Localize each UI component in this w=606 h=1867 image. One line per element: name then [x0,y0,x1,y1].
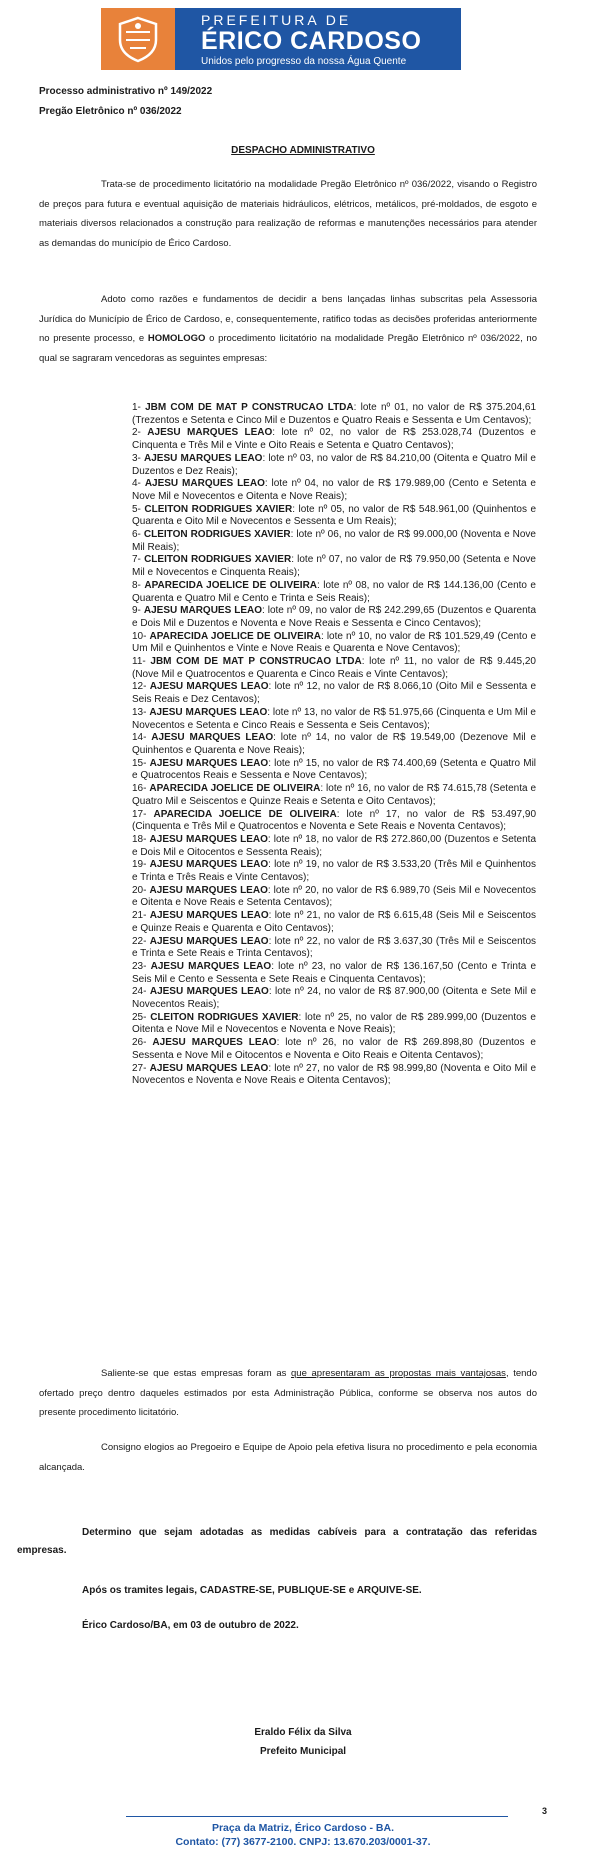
lot-number: 4- [132,478,141,490]
lot-item [132,605,536,630]
footer-contact: Contato: (77) 3677-2100. CNPJ: 13.670.203/0001-37. [175,1836,431,1848]
paragraph-2-homologo: HOMOLOGO [147,333,206,344]
lot-company: JBM COM DE MAT P CONSTRUCAO LTDA [145,402,354,413]
lot-number: 11- [132,656,146,668]
lot-company: CLEITON RODRIGUES XAVIER [144,503,293,515]
paragraph-2 [39,290,537,368]
lot-details: : lote nº 18, no valor de R$ 272.860,00 (Duzentos e Setenta e Dois Mil e Oitocentos e Sessenta Reais); [132,833,537,858]
lot-item [132,656,536,681]
lot-number: 26- [132,1037,147,1049]
lot-details: : lote nº 01, no valor de R$ 375.204,61 (Trezentos e Setenta e Cinco Mil e Duzentos e Quatro Reais e Sessenta e Um Centavos); [132,402,537,426]
lot-details: : lote nº 09, no valor de R$ 242.299,65 (Duzentos e Quarenta e Dois Mil e Duzentos e Noventa e Nove Reais e Sessenta e Cinco Centavos); [132,605,537,629]
lot-number: 18- [132,833,147,845]
lot-item [132,732,536,757]
lot-number: 8- [132,579,141,591]
lot-item [132,681,536,706]
lot-number: 7- [132,554,141,566]
lot-item [132,885,536,910]
lot-number: 17- [132,808,147,820]
lot-number: 5- [132,503,141,515]
lot-number: 16- [132,783,147,795]
lot-details: : lote nº 22, no valor de R$ 3.637,30 (Três Mil e Seiscentos e Trinta e Sete Reais e Trinta Centavos); [132,935,537,960]
header-slogan: Unidos pelo progresso da nossa Água Quente [201,56,407,67]
lot-item [132,402,536,427]
lot-item [132,529,536,554]
lot-company: AJESU MARQUES LEAO [149,833,268,845]
lot-item [132,910,536,935]
lot-company: AJESU MARQUES LEAO [152,1037,277,1049]
lot-company: AJESU MARQUES LEAO [149,935,269,947]
lot-company: AJESU MARQUES LEAO [149,1062,269,1074]
paragraph-2-after: o procedimento licitatório na modalidade Pregão Eletrônico nº 036/2022, no qual se sagraram vencedoras as seguintes empresas: [39,333,537,364]
lot-company: AJESU MARQUES LEAO [151,732,274,744]
lot-item [132,427,536,452]
paragraph-3 [39,1364,537,1423]
lot-company: AJESU MARQUES LEAO [147,427,273,439]
document-title: DESPACHO ADMINISTRATIVO [231,145,375,156]
paragraph-3-underlined: que apresentaram as propostas mais vantajosas [291,1368,506,1379]
lot-company: AJESU MARQUES LEAO [149,757,269,769]
lot-item [132,1037,536,1062]
lots-list [132,402,536,1088]
lot-number: 27- [132,1062,147,1074]
lot-details: : lote nº 26, no valor de R$ 269.898,80 (Duzentos e Sessenta e Nove Mil e Oitocentos e Noventa e Oito Reais e Oitenta Centavos); [132,1037,536,1061]
footer [0,1821,606,1849]
lot-details: : lote nº 19, no valor de R$ 3.533,20 (Três Mil e Quinhentos e Trinta e Três Reais e Vinte Centavos); [132,859,536,884]
lot-item [132,554,536,579]
lot-item [132,936,536,961]
lot-company: AJESU MARQUES LEAO [143,605,262,617]
lot-company: AJESU MARQUES LEAO [150,960,272,972]
paragraph-1: Trata-se de procedimento licitatório na modalidade Pregão Eletrônico nº 036/2022, visando o Registro de preços para futura e eventual aquisição de materiais hidráulicos, elétricos, metálicos, pré-moldados, de esgoto e materiais diversos relacionados a construção para realização de reformas e manutenções necessários para atender as demandas do município de Érico Cardoso. [39,179,537,249]
lot-item [132,758,536,783]
lot-company: AJESU MARQUES LEAO [144,452,263,464]
lot-company: AJESU MARQUES LEAO [149,986,269,998]
lot-company: APARECIDA JOELICE DE OLIVEIRA [149,783,321,795]
lot-company: CLEITON RODRIGUES XAVIER [144,554,292,566]
lot-item [132,453,536,478]
footer-address: Praça da Matriz, Érico Cardoso - BA. [211,1822,395,1834]
lot-number: 22- [132,935,147,947]
lot-company: CLEITON RODRIGUES XAVIER [143,529,291,541]
lot-details: : lote nº 16, no valor de R$ 74.615,78 (Setenta e Quatro Mil e Seiscentos e Quinze Reais e Setenta e Oito Centavos); [132,783,537,807]
lot-details: : lote nº 20, no valor de R$ 6.989,70 (Seis Mil e Novecentos e Oitenta e Nove Reais e Setenta Centavos); [132,884,537,909]
lot-details: : lote nº 13, no valor de R$ 51.975,66 (Cinquenta e Um Mil e Novecentos e Setenta e Cinco Reais e Sessenta e Seis Centavos); [132,706,536,731]
lot-number: 20- [132,884,147,896]
signature-name: Eraldo Félix da Silva [254,1727,352,1738]
lot-number: 2- [132,427,141,439]
lot-item [132,783,536,808]
lot-details: : lote nº 08, no valor de R$ 144.136,00 (Cento e Quarenta e Quatro Mil e Cento e Trinta e Seis Reais); [132,579,536,604]
header-text [175,8,461,70]
lot-number: 14- [132,732,147,744]
paragraph-2-before: Adoto como razões e fundamentos de decidir a bens lançadas linhas subscritas pela Assessoria Jurídica do Município de Érico de Cardoso, e, consequentemente, ratifico todas as decisões proferidas anteriormente no presente processo, e [39,294,537,344]
lot-item [132,1063,536,1088]
lot-company: AJESU MARQUES LEAO [149,859,269,871]
lot-details: : lote nº 12, no valor de R$ 8.066,10 (Oito Mil e Sessenta e Seis Reais e Dez Centavos); [132,681,537,706]
municipal-seal-icon [112,14,164,64]
lot-number: 1- [132,402,141,413]
lot-item [132,986,536,1011]
header-line1: PREFEITURA DE [201,12,352,28]
lot-company: AJESU MARQUES LEAO [144,478,265,490]
lot-details: : lote nº 21, no valor de R$ 6.615,48 (Seis Mil e Seiscentos e Quinze Reais e Quarenta e Oito Centavos); [132,910,536,934]
lot-company: AJESU MARQUES LEAO [149,681,269,693]
lot-item [132,1012,536,1037]
lot-details: : lote nº 04, no valor de R$ 179.989,00 (Cento e Setenta e Nove Mil e Novecentos e Oitenta e Nove Reais); [132,478,536,502]
lot-number: 3- [132,452,141,464]
lot-item [132,834,536,859]
footer-divider [126,1816,508,1817]
lot-number: 12- [132,681,147,693]
lot-details: : lote nº 25, no valor de R$ 289.999,00 (Duzentos e Oitenta e Nove Mil e Novecentos e Noventa e Nove Reais); [132,1011,536,1036]
lot-number: 6- [132,529,141,541]
lot-item [132,504,536,529]
lot-item [132,859,536,884]
header-logo [101,8,461,70]
lot-item [132,961,536,986]
lot-number: 24- [132,986,147,998]
lot-number: 21- [132,910,147,922]
lot-number: 25- [132,1011,147,1023]
lot-company: AJESU MARQUES LEAO [149,910,269,922]
pregao-number: Pregão Eletrônico nº 036/2022 [39,106,182,117]
lot-number: 23- [132,960,147,972]
lot-details: : lote nº 07, no valor de R$ 79.950,00 (Setenta e Nove Mil e Novecentos e Cinquenta Reais); [132,554,536,579]
paragraph-3-before: Saliente-se que estas empresas foram as [101,1368,291,1379]
header-city-name: ÉRICO CARDOSO [201,27,422,55]
lot-details: : lote nº 15, no valor de R$ 74.400,69 (Setenta e Quatro Mil e Quatrocentos Reais e Sessenta e Nove Centavos); [132,757,537,782]
lot-number: 10- [132,630,147,642]
lot-details: : lote nº 14, no valor de R$ 19.549,00 (Dezenove Mil e Quinhentos e Quarenta e Nove Reais); [132,732,537,756]
lot-item [132,478,536,503]
lot-details: : lote nº 17, no valor de R$ 53.497,90 (Cinquenta e Três Mil e Quatrocentos e Noventa e Sete Reais e Noventa Centavos); [132,808,537,833]
paragraph-4: Consigno elogios ao Pregoeiro e Equipe de Apoio pela efetiva lisura no procedimento e pela economia alcançada. [39,1442,537,1473]
determino-paragraph: Determino que sejam adotadas as medidas cabíveis para a contratação das referidas empresas. [17,1527,537,1556]
lot-company: APARECIDA JOELICE DE OLIVEIRA [144,579,318,591]
lot-item [132,707,536,732]
process-admin-number: Processo administrativo nº 149/2022 [39,86,213,97]
lot-details: : lote nº 23, no valor de R$ 136.167,50 (Cento e Trinta e Seis Mil e Cento e Sessenta e Sete Reais e Cinquenta Centavos); [132,960,537,985]
lot-details: : lote nº 05, no valor de R$ 548.961,00 (Quinhentos e Quarenta e Oito Mil e Novecentos e Sessenta e Um Reais); [132,503,537,528]
lot-number: 15- [132,757,147,769]
lot-details: : lote nº 11, no valor de R$ 9.445,20 (Nove Mil e Quatrocentos e Quarenta e Cinco Reais e Vinte Centavos); [132,656,536,680]
lot-number: 9- [132,605,141,617]
lot-details: : lote nº 03, no valor de R$ 84.210,00 (Oitenta e Quatro Mil e Duzentos e Dez Reais); [132,452,536,477]
lot-number: 19- [132,859,147,871]
lot-details: : lote nº 24, no valor de R$ 87.900,00 (Oitenta e Sete Mil e Novecentos Reais); [132,986,537,1011]
lot-item [132,809,536,834]
lot-company: AJESU MARQUES LEAO [149,706,268,718]
paragraph-3-after: , tendo ofertado preço dentro daqueles estimados por esta Administração Pública, conforme se observa nos autos do presente procedimento licitatório. [39,1368,537,1418]
lot-company: CLEITON RODRIGUES XAVIER [150,1011,299,1023]
lot-details: : lote nº 06, no valor de R$ 99.000,00 (Noventa e Nove Mil Reais); [132,529,536,553]
lot-item [132,631,536,656]
lot-company: AJESU MARQUES LEAO [149,884,268,896]
lot-details: : lote nº 10, no valor de R$ 101.529,49 (Cento e Um Mil e Quinhentos e Vinte e Nove Reais e Quarenta e Nove Centavos); [132,630,537,655]
tramites-line: Após os tramites legais, CADASTRE-SE, PUBLIQUE-SE e ARQUIVE-SE. [82,1585,422,1596]
lot-company: APARECIDA JOELICE DE OLIVEIRA [149,630,321,642]
lot-company: APARECIDA JOELICE DE OLIVEIRA [153,808,337,820]
signature-role: Prefeito Municipal [259,1746,347,1757]
lot-number: 13- [132,706,147,718]
seal-box [101,8,175,70]
page-number: 3 [542,1806,548,1816]
lot-item [132,580,536,605]
lot-details: : lote nº 02, no valor de R$ 253.028,74 (Duzentos e Cinquenta e Três Mil e Vinte e Oito Reais e Setenta e Quatro Centavos); [132,427,536,452]
lot-details: : lote nº 27, no valor de R$ 98.999,80 (Noventa e Oito Mil e Novecentos e Noventa e Nove Reais e Oitenta Centavos); [132,1062,537,1087]
date-line: Érico Cardoso/BA, em 03 de outubro de 2022. [82,1620,299,1631]
lot-company: JBM COM DE MAT P CONSTRUCAO LTDA [150,656,362,668]
